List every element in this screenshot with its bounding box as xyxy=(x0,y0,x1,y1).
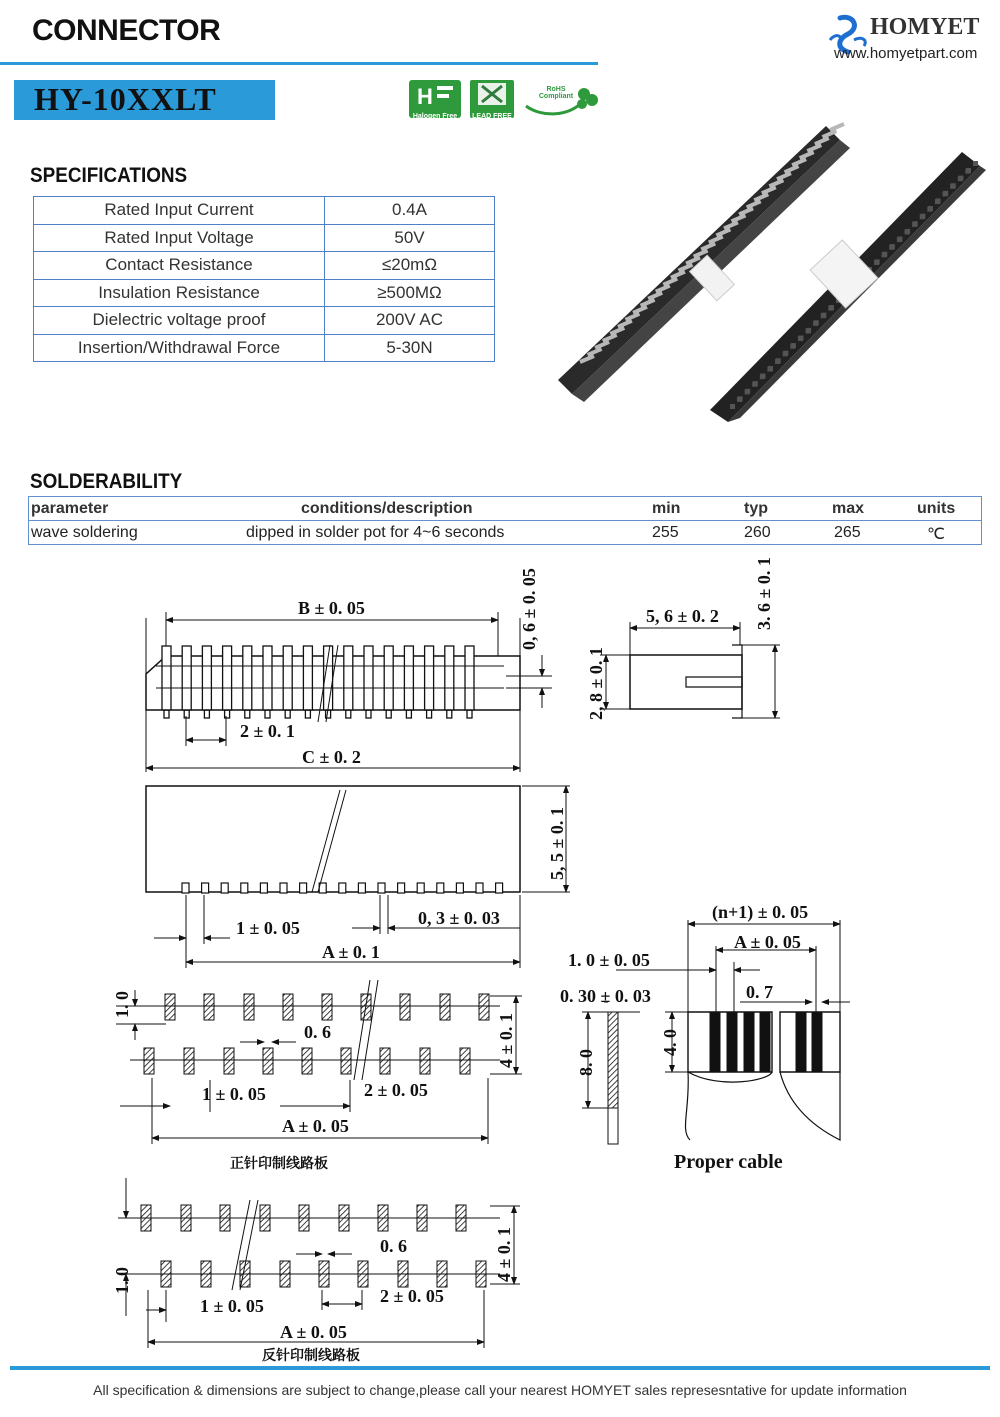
top-view-pin-tail xyxy=(164,710,169,718)
lead-free-icon xyxy=(470,80,514,108)
top-view-pin xyxy=(303,646,312,710)
photo-hole xyxy=(943,191,948,196)
connector-front-image xyxy=(710,152,986,422)
spec-value: 50V xyxy=(325,224,495,252)
pcb-dim-4: 4 ± 0. 1 xyxy=(496,1013,516,1068)
top-view-pin-tail xyxy=(406,710,411,718)
brand-name: HOMYET xyxy=(870,14,980,40)
top-view-pin xyxy=(243,646,252,710)
dim-a-0-1: A ± 0. 1 xyxy=(322,942,380,962)
spec-value: 0.4A xyxy=(325,197,495,225)
photo-hole xyxy=(745,389,750,394)
pcb-pad xyxy=(144,1048,154,1074)
dim-b: B ± 0. 05 xyxy=(298,598,365,618)
table-row xyxy=(34,307,495,335)
spec-value: ≤20mΩ xyxy=(325,252,495,280)
photo-hole xyxy=(791,343,796,348)
front-view-pin xyxy=(241,883,248,893)
top-view-pin xyxy=(202,646,211,710)
front-view-pin xyxy=(300,883,307,893)
photo-hole xyxy=(882,252,887,257)
front-view-pin xyxy=(476,883,483,893)
top-view-pin xyxy=(384,646,393,710)
back-pcb-label: 反针印制线路板 xyxy=(262,1347,360,1363)
cable-dim-a: A ± 0. 05 xyxy=(734,932,801,952)
front-view-pin xyxy=(202,883,209,893)
cell-conditions: dipped in solder pot for 4~6 seconds xyxy=(246,524,505,541)
top-view-pin-tail xyxy=(366,710,371,718)
front-view-pin xyxy=(398,883,405,893)
cell-min: 255 xyxy=(652,524,679,541)
top-view-pin-tail xyxy=(447,710,452,718)
photo-pin xyxy=(830,124,844,130)
photo-hole xyxy=(973,161,978,166)
pcb2-dim-0-6: 0. 6 xyxy=(380,1236,407,1256)
top-view-pin-tail xyxy=(386,710,391,718)
front-view-pin xyxy=(182,883,189,893)
dim-2-8: 2, 8 ± 0. 1 xyxy=(586,647,606,720)
spec-name: Insertion/Withdrawal Force xyxy=(34,334,325,362)
svg-text:H: H xyxy=(417,84,433,108)
pcb-pad xyxy=(440,994,450,1020)
pcb-pad xyxy=(400,994,410,1020)
table-row xyxy=(34,334,495,362)
col-max: max xyxy=(832,500,865,517)
pcb-pad xyxy=(204,994,214,1020)
table-row xyxy=(34,252,495,280)
photo-hole xyxy=(753,381,758,386)
top-view-pin xyxy=(465,646,474,710)
front-view xyxy=(146,786,570,968)
photo-hole xyxy=(829,305,834,310)
side-view xyxy=(600,622,780,718)
cable-dim-0-7: 0. 7 xyxy=(746,982,773,1002)
top-view-pin-tail xyxy=(225,710,230,718)
photo-hole xyxy=(913,221,918,226)
brand-url: www.homyetpart.com xyxy=(834,45,978,62)
front-view-pin xyxy=(437,883,444,893)
table-row xyxy=(34,279,495,307)
dim-5-6: 5, 6 ± 0. 2 xyxy=(646,606,719,626)
cable-dim-n1: (n+1) ± 0. 05 xyxy=(712,902,809,922)
top-view-pin xyxy=(162,646,171,710)
solderability-heading: SOLDERABILITY xyxy=(30,470,183,493)
pcb2-dim-pitch-1: 1 ± 0. 05 xyxy=(200,1296,264,1316)
top-view-pin-tail xyxy=(346,710,351,718)
pcb2-dim-1-0: 1. 0 xyxy=(112,1267,132,1294)
photo-hole xyxy=(738,396,743,401)
pcb2-dim-4: 4 ± 0. 1 xyxy=(494,1227,514,1282)
pcb-pad xyxy=(184,1048,194,1074)
dim-c: C ± 0. 2 xyxy=(302,747,361,767)
spec-value: ≥500MΩ xyxy=(325,279,495,307)
pcb-dim-1-0: 1. 0 xyxy=(112,991,132,1018)
front-view-pin xyxy=(417,883,424,893)
top-view-pin xyxy=(263,646,272,710)
dim-0-6: 0, 6 ± 0. 05 xyxy=(519,568,539,650)
dim-pitch: 2 ± 0. 1 xyxy=(240,721,295,741)
pcb-pad xyxy=(322,994,332,1020)
pcb-pad xyxy=(460,1048,470,1074)
front-view-pin xyxy=(378,883,385,893)
pcb-pad xyxy=(479,994,489,1020)
front-view-pin xyxy=(280,883,287,893)
page-title: CONNECTOR xyxy=(32,14,221,47)
lead-free-badge xyxy=(470,80,514,118)
spec-name: Insulation Resistance xyxy=(34,279,325,307)
col-typ: typ xyxy=(744,500,768,517)
top-view-pin-tail xyxy=(285,710,290,718)
top-view-pin-tail xyxy=(184,710,189,718)
dim-5-5: 5, 5 ± 0. 1 xyxy=(547,807,567,880)
top-view-pin xyxy=(364,646,373,710)
spec-name: Rated Input Current xyxy=(34,197,325,225)
col-conditions: conditions/description xyxy=(301,500,473,517)
photo-hole xyxy=(776,358,781,363)
photo-hole xyxy=(821,313,826,318)
spec-name: Rated Input Voltage xyxy=(34,224,325,252)
spec-value: 5-30N xyxy=(325,334,495,362)
front-view-pin xyxy=(496,883,503,893)
proper-cable-label: Proper cable xyxy=(674,1151,783,1173)
connector-rear-image xyxy=(558,124,850,402)
rohs-label: RoHS Compliant xyxy=(538,86,574,100)
top-view-pin-tail xyxy=(305,710,310,718)
halogen-free-badge xyxy=(409,80,461,118)
spec-name: Dielectric voltage proof xyxy=(34,307,325,335)
model-number: HY-10XXLT xyxy=(34,81,217,117)
cable-dim-1-0: 1. 0 ± 0. 05 xyxy=(568,950,650,970)
specifications-heading: SPECIFICATIONS xyxy=(30,164,188,187)
photo-hole xyxy=(905,229,910,234)
front-view-pin xyxy=(339,883,346,893)
pcb-pad xyxy=(244,994,254,1020)
cable-dim-8-0: 8. 0 xyxy=(576,1049,596,1076)
pcb-dim-pitch-2: 2 ± 0. 05 xyxy=(364,1080,428,1100)
photo-hole xyxy=(783,351,788,356)
photo-hole xyxy=(951,183,956,188)
header-divider xyxy=(0,62,598,65)
front-pcb-label: 正针印制线路板 xyxy=(230,1155,328,1171)
spec-name: Contact Resistance xyxy=(34,252,325,280)
photo-hole xyxy=(760,374,765,379)
front-view-pin xyxy=(358,883,365,893)
photo-hole xyxy=(768,366,773,371)
pcb-pad xyxy=(224,1048,234,1074)
specifications-table xyxy=(33,196,495,362)
photo-hole xyxy=(806,328,811,333)
table-row xyxy=(29,521,981,544)
rohs-badge xyxy=(522,80,598,118)
front-view-pin xyxy=(221,883,228,893)
pcb-dim-pitch-1: 1 ± 0. 05 xyxy=(202,1084,266,1104)
front-view-pin xyxy=(260,883,267,893)
photo-hole xyxy=(890,244,895,249)
top-view-pin-tail xyxy=(467,710,472,718)
pcb-pad xyxy=(283,994,293,1020)
top-view-pin xyxy=(344,646,353,710)
top-view-pin-tail xyxy=(245,710,250,718)
top-view-pin xyxy=(425,646,434,710)
pcb-dim-0-6: 0. 6 xyxy=(304,1022,331,1042)
lead-free-label: LEAD FREE xyxy=(472,113,512,120)
cell-typ: 260 xyxy=(744,524,771,541)
top-view-pin-tail xyxy=(204,710,209,718)
pcb2-dim-a: A ± 0. 05 xyxy=(280,1322,347,1342)
footer-note: All specification & dimensions are subject to change,please call your nearest HOMYET sales represesntative for update information xyxy=(93,1382,907,1398)
pcb-pad xyxy=(420,1048,430,1074)
halogen-free-icon xyxy=(409,80,461,108)
top-view-pin xyxy=(223,646,232,710)
photo-hole xyxy=(958,176,963,181)
col-parameter: parameter xyxy=(31,500,109,517)
photo-hole xyxy=(875,259,880,264)
pcb2-dim-pitch-2: 2 ± 0. 05 xyxy=(380,1286,444,1306)
photo-hole xyxy=(920,214,925,219)
halogen-free-label: Halogen Free xyxy=(412,113,458,120)
cable-dim-0-30: 0. 30 ± 0. 03 xyxy=(560,986,651,1006)
solderability-table xyxy=(28,496,982,545)
dim-3-6: 3. 6 ± 0. 1 xyxy=(754,557,774,630)
pcb-pad xyxy=(302,1048,312,1074)
top-view-pin xyxy=(404,646,413,710)
dim-pin-width: 0, 3 ± 0. 03 xyxy=(418,908,500,928)
photo-hole xyxy=(966,168,971,173)
photo-hole xyxy=(928,206,933,211)
cell-parameter: wave soldering xyxy=(31,524,138,541)
top-view-pin xyxy=(182,646,191,710)
pcb-pad xyxy=(380,1048,390,1074)
footer-divider xyxy=(10,1366,990,1370)
front-view-pin xyxy=(456,883,463,893)
cable-dim-4-0: 4. 0 xyxy=(660,1029,680,1056)
dim-pitch-1: 1 ± 0. 05 xyxy=(236,918,300,938)
table-row xyxy=(34,224,495,252)
pcb-pad xyxy=(263,1048,273,1074)
top-view-pin xyxy=(283,646,292,710)
photo-hole xyxy=(730,404,735,409)
col-min: min xyxy=(652,500,681,517)
pcb-pad xyxy=(165,994,175,1020)
photo-hole xyxy=(897,237,902,242)
top-view-pin-tail xyxy=(427,710,432,718)
photo-hole xyxy=(936,198,941,203)
technical-drawing xyxy=(0,545,1000,1365)
spec-value: 200V AC xyxy=(325,307,495,335)
cell-units: ℃ xyxy=(927,526,945,543)
photo-hole xyxy=(814,320,819,325)
top-view-pin-tail xyxy=(265,710,270,718)
pcb-dim-a: A ± 0. 05 xyxy=(282,1116,349,1136)
pcb-pad xyxy=(341,1048,351,1074)
table-header-row xyxy=(29,497,981,521)
top-view-pin xyxy=(445,646,454,710)
product-photo xyxy=(550,118,990,428)
cell-max: 265 xyxy=(834,524,861,541)
col-units: units xyxy=(917,500,956,517)
table-row xyxy=(34,197,495,225)
photo-hole xyxy=(799,335,804,340)
